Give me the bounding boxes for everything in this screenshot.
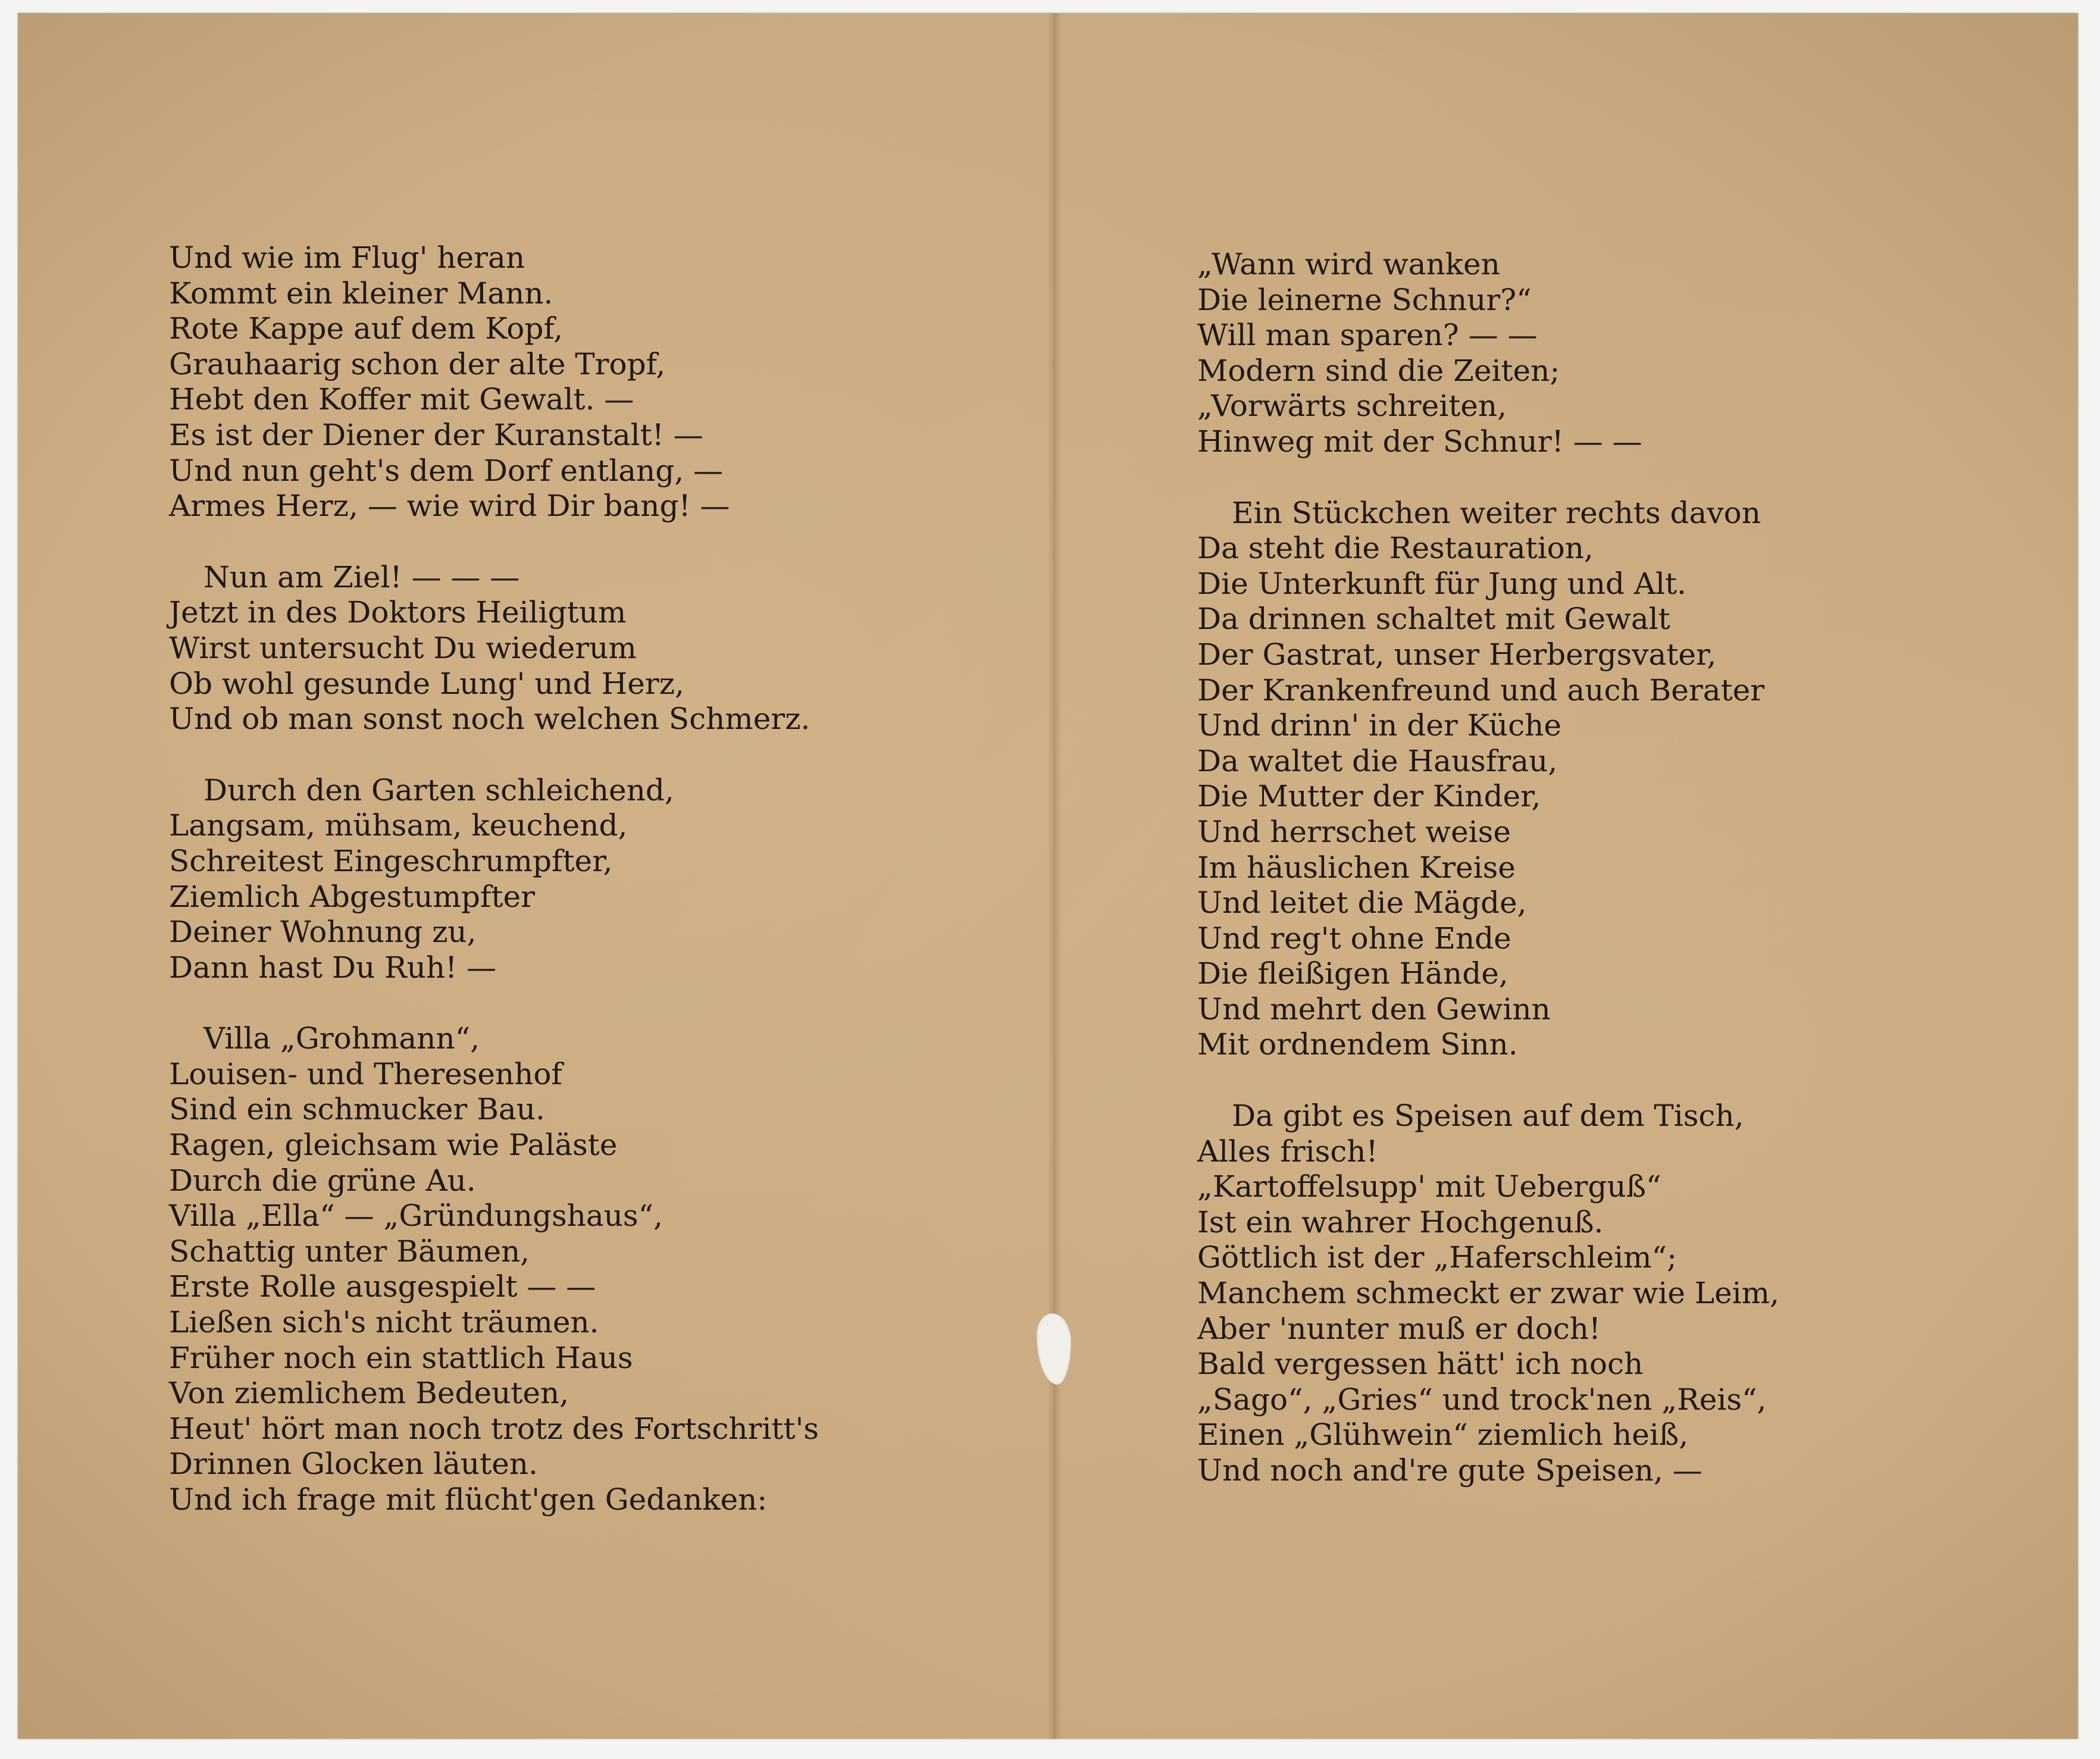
poem-line: Die Unterkunft für Jung und Alt. — [1197, 566, 1686, 601]
poem-line: Göttlich ist der „Haferschleim“; — [1197, 1240, 1677, 1275]
poem-line: Und nun geht's dem Dorf entlang, — — [169, 453, 724, 488]
poem-line: Es ist der Diener der Kuranstalt! — — [169, 417, 703, 452]
poem-line: „Wann wird wanken — [1197, 247, 1500, 281]
poem-line: Ein Stückchen weiter rechts davon — [1232, 495, 1761, 530]
poem-line: Und leitet die Mägde, — [1197, 885, 1527, 921]
poem-line: Villa „Grohmann“, — [204, 1021, 480, 1056]
stanza-gap — [1197, 460, 2054, 496]
poem-line: Die leinerne Schnur?“ — [1197, 282, 1532, 317]
poem-line: Erste Rolle ausgespielt — — — [169, 1269, 596, 1304]
poem-line: Durch die grüne Au. — [169, 1163, 476, 1198]
poem-line: Modern sind die Zeiten; — [1197, 353, 1560, 388]
poem-line: Und mehrt den Gewinn — [1197, 991, 1551, 1026]
poem-line: Manchem schmeckt er zwar wie Leim, — [1197, 1276, 1779, 1311]
poem-line: Drinnen Glocken läuten. — [169, 1447, 538, 1482]
poem-line: Grauhaarig schon der alte Tropf, — [169, 346, 666, 381]
poem-line: Kommt ein kleiner Mann. — [169, 276, 553, 311]
poem-line: Da waltet die Hausfrau, — [1197, 743, 1558, 778]
poem-line: Armes Herz, — wie wird Dir bang! — — [169, 489, 730, 524]
poem-line: Und reg't ohne Ende — [1197, 921, 1511, 956]
left-page — [169, 240, 1026, 1518]
paper-tear — [1037, 1313, 1071, 1385]
poem-line: Langsam, mühsam, keuchend, — [169, 808, 628, 843]
poem-line: Der Krankenfreund und auch Berater — [1197, 672, 1765, 708]
poem-line: „Vorwärts schreiten, — [1197, 389, 1507, 424]
booklet-spread — [18, 13, 2078, 1739]
poem-line: Und noch and're gute Speisen, — — [1197, 1453, 1702, 1488]
right-page — [1197, 247, 2054, 1489]
poem-line: Schreitest Eingeschrumpfter, — [169, 843, 613, 878]
poem-line: Da gibt es Speisen auf dem Tisch, — [1232, 1098, 1744, 1134]
poem-line: „Sago“, „Gries“ und trock'nen „Reis“, — [1197, 1382, 1767, 1417]
poem-line: Da steht die Restauration, — [1197, 531, 1594, 566]
poem-line: Und drinn' in der Küche — [1197, 708, 1561, 743]
poem-line: Aber 'nunter muß er doch! — [1197, 1311, 1601, 1346]
poem-line: Villa „Ella“ — „Gründungshaus“, — [169, 1198, 664, 1234]
stanza-gap — [169, 985, 1026, 1021]
poem-line: Hinweg mit der Schnur! — — — [1197, 424, 1642, 459]
poem-line: Da drinnen schaltet mit Gewalt — [1197, 602, 1670, 637]
poem-line: Will man sparen? — — — [1197, 318, 1538, 353]
poem-line: Durch den Garten schleichend, — [204, 772, 674, 807]
poem-line: Sind ein schmucker Bau. — [169, 1092, 545, 1127]
poem-line: Einen „Glühwein“ ziemlich heiß, — [1197, 1417, 1689, 1453]
poem-line: Die Mutter der Kinder, — [1197, 779, 1541, 814]
stanza-gap — [169, 524, 1026, 560]
poem-line: Und herrschet weise — [1197, 814, 1511, 849]
poem-line: Ließen sich's nicht träumen. — [169, 1305, 599, 1340]
poem-line: Im häuslichen Kreise — [1197, 850, 1516, 885]
poem-line: Ob wohl gesunde Lung' und Herz, — [169, 666, 684, 701]
center-fold — [1047, 13, 1062, 1739]
poem-line: Louisen- und Theresenhof — [169, 1056, 562, 1091]
poem-line: Mit ordnendem Sinn. — [1197, 1027, 1518, 1062]
poem-line: Und wie im Flug' heran — [169, 240, 525, 275]
poem-line: Früher noch ein stattlich Haus — [169, 1340, 633, 1375]
poem-line: Bald vergessen hätt' ich noch — [1197, 1347, 1644, 1382]
poem-line: Wirst untersucht Du wiederum — [169, 630, 637, 665]
poem-line: Der Gastrat, unser Herbergsvater, — [1197, 637, 1717, 672]
poem-line: Ziemlich Abgestumpfter — [169, 879, 535, 914]
poem-line: Hebt den Koffer mit Gewalt. — — [169, 382, 634, 417]
stanza-gap — [169, 737, 1026, 773]
poem-line: Rote Kappe auf dem Kopf, — [169, 311, 564, 346]
poem-line: Schattig unter Bäumen, — [169, 1234, 530, 1269]
poem-line: Ist ein wahrer Hochgenuß. — [1197, 1204, 1604, 1240]
poem-line: „Kartoffelsupp' mit Ueberguß“ — [1197, 1169, 1661, 1204]
poem-line: Alles frisch! — [1197, 1134, 1378, 1169]
poem-line: Heut' hört man noch trotz des Fortschritt's — [169, 1411, 819, 1446]
poem-line: Ragen, gleichsam wie Paläste — [169, 1128, 618, 1163]
stanza-gap — [1197, 1063, 2054, 1098]
poem-line: Von ziemlichem Bedeuten, — [169, 1376, 569, 1411]
poem-line: Deiner Wohnung zu, — [169, 915, 477, 950]
poem-line: Und ich frage mit flücht'gen Gedanken: — [169, 1482, 768, 1517]
poem-line: Jetzt in des Doktors Heiligtum — [169, 595, 627, 630]
poem-line: Und ob man sonst noch welchen Schmerz. — [169, 702, 810, 737]
poem-line: Dann hast Du Ruh! — — [169, 950, 497, 985]
poem-line: Nun am Ziel! — — — — [204, 559, 520, 594]
poem-line: Die fleißigen Hände, — [1197, 956, 1509, 991]
